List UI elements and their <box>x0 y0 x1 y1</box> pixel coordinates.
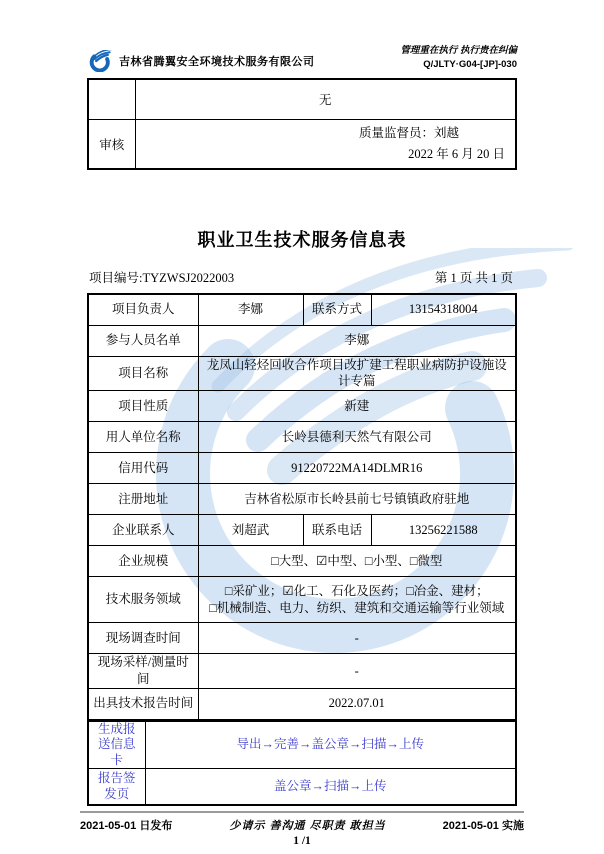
signoff-page-label: 报告签发页 <box>88 769 145 805</box>
company-scale-label: 企业规模 <box>88 546 198 577</box>
audit-table <box>87 78 517 170</box>
service-field-line2: □机械制造、电力、纺织、建筑和交通运输等行业领域 <box>209 600 505 615</box>
header-doc-info <box>400 44 517 72</box>
report-time-value: 2022.07.01 <box>198 689 516 720</box>
address-value: 吉林省松原市长岭县前七号镇镇政府驻地 <box>198 484 516 515</box>
footer-issued-date: 2021-05-01 日发布 <box>80 819 173 832</box>
table-row <box>88 325 516 356</box>
audit-label: 审核 <box>88 119 135 169</box>
table-row <box>88 623 516 654</box>
company-contact-label: 企业联系人 <box>88 515 198 546</box>
table-row <box>88 689 516 720</box>
table-row <box>88 721 516 769</box>
table-row <box>88 769 516 805</box>
credit-code-label: 信用代码 <box>88 453 198 484</box>
project-name-value: 龙凤山轻烃回收合作项目改扩建工程职业病防护设施设计专篇 <box>198 356 516 391</box>
table-row <box>88 546 516 577</box>
page-content <box>87 0 517 806</box>
project-number: 项目编号:TYZWSJ2022003 <box>89 271 235 285</box>
page-number: 1 /1 <box>293 834 311 847</box>
phone-value: 13256221588 <box>371 515 516 546</box>
audit-inspector: 质量监督员：刘越 <box>358 125 459 140</box>
survey-time-value: - <box>198 623 516 654</box>
info-card-label: 生成报送信息卡 <box>88 721 145 769</box>
header-slogan: 管理重在执行 执行贵在纠偏 <box>400 45 517 57</box>
audit-row1-value: 无 <box>135 79 516 119</box>
footer-implemented-date: 2021-05-01 实施 <box>442 819 524 832</box>
service-field-line1: □采矿业；☑化工、石化及医药；□冶金、建材； <box>224 583 489 598</box>
table-row <box>88 515 516 546</box>
address-label: 注册地址 <box>88 484 198 515</box>
project-leader-label: 项目负责人 <box>88 294 198 325</box>
page-indicator: 第 1 页 共 1 页 <box>434 271 513 285</box>
footer-motto: 少请示 善沟通 尽职责 敢担当 <box>229 819 386 832</box>
survey-time-label: 现场调查时间 <box>88 623 198 654</box>
table-row <box>88 391 516 422</box>
members-value: 李娜 <box>198 325 516 356</box>
project-leader-value: 李娜 <box>198 294 303 325</box>
table-row <box>88 484 516 515</box>
phone-label: 联系电话 <box>303 515 371 546</box>
project-nature-label: 项目性质 <box>88 391 198 422</box>
page-footer <box>80 817 524 833</box>
meta-row <box>87 268 517 286</box>
company-name: 吉林省腾翼安全环境技术服务有限公司 <box>119 56 315 68</box>
report-time-label: 出具技术报告时间 <box>88 689 198 720</box>
project-nature-value: 新建 <box>198 391 516 422</box>
company-contact-value: 刘超武 <box>198 515 303 546</box>
company-scale-checkboxes: □大型、☑中型、□小型、□微型 <box>198 546 516 577</box>
contact-method-value: 13154318004 <box>371 294 516 325</box>
sampling-time-label: 现场采样/测量时间 <box>88 654 198 689</box>
header-brand <box>87 50 315 72</box>
credit-code-value: 91220722MA14DLMR16 <box>198 453 516 484</box>
company-logo-icon <box>87 50 113 72</box>
audit-date: 2022 年 6 月 20 日 <box>408 146 505 161</box>
table-row <box>88 453 516 484</box>
doc-code: Q/JLTY·G04-[JP]-030 <box>423 59 517 71</box>
employer-label: 用人单位名称 <box>88 422 198 453</box>
table-row <box>88 654 516 689</box>
signoff-page-steps: 盖公章→扫描→上传 <box>145 769 516 805</box>
table-row <box>88 356 516 391</box>
members-label: 参与人员名单 <box>88 325 198 356</box>
footer-divider <box>80 811 524 813</box>
table-row <box>88 294 516 325</box>
employer-value: 长岭县德利天然气有限公司 <box>198 422 516 453</box>
project-name-label: 项目名称 <box>88 356 198 391</box>
audit-signature-cell <box>135 119 516 169</box>
page-title: 职业卫生技术服务信息表 <box>197 230 407 250</box>
table-row <box>88 422 516 453</box>
sampling-time-value: - <box>198 654 516 689</box>
main-form-table <box>87 293 517 721</box>
info-card-steps: 导出→完善→盖公章→扫描→上传 <box>145 721 516 769</box>
process-sub-table <box>87 721 517 806</box>
service-field-checkboxes <box>198 577 516 623</box>
audit-row1-label <box>88 79 135 119</box>
contact-method-label: 联系方式 <box>303 294 371 325</box>
page-header <box>87 38 517 72</box>
table-row <box>88 577 516 623</box>
service-field-label: 技术服务领域 <box>88 577 198 623</box>
